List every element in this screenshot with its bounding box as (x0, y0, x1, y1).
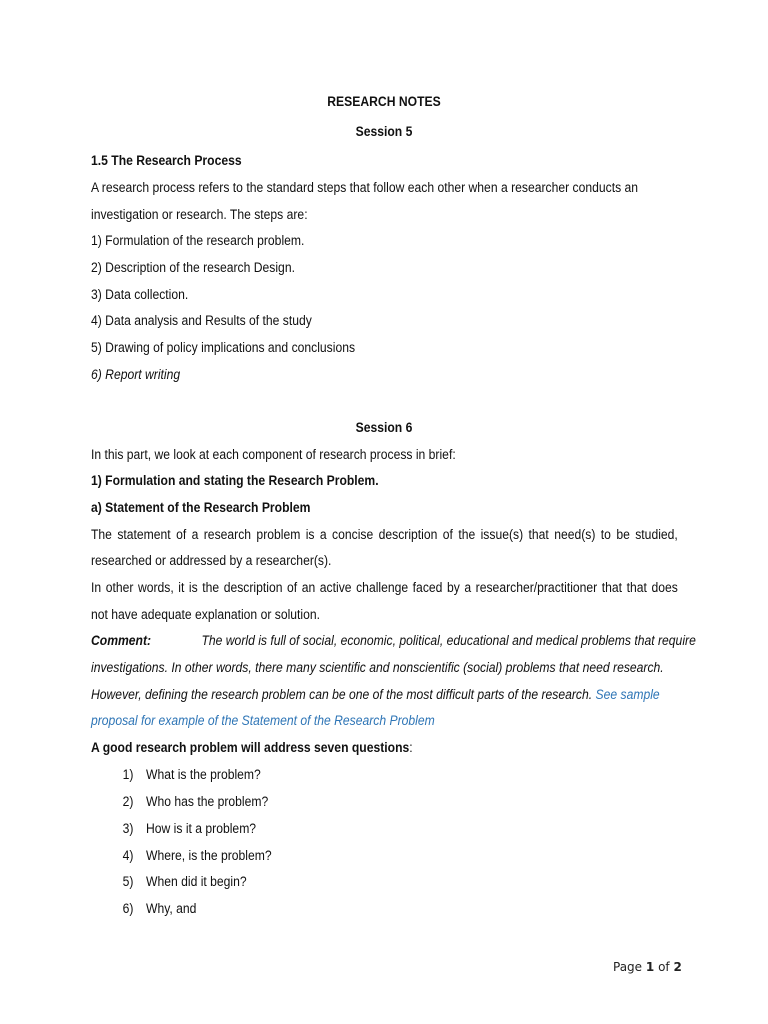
step-item: 3) Data collection. (91, 287, 189, 302)
question-number: 2) (122, 794, 134, 809)
comment-line-2: investigations. In other words, there many scientific and nonscientific (social) problems that need research. (91, 660, 664, 675)
questions-colon: : (409, 740, 413, 755)
session-6-heading: Session 6 (355, 420, 413, 435)
question-text: When did it begin? (146, 874, 247, 889)
comment-text-1: The world is full of social, economic, political, educational and medical problems that require (201, 633, 696, 648)
paragraph-1-line-1: The statement of a research problem is a concise description of the issue(s) that need(s) to be studied, (91, 527, 678, 542)
paragraph-2-line-1: In other words, it is the description of an active challenge faced by a researcher/practitioner that that does (91, 580, 678, 595)
intro-line-1: A research process refers to the standard steps that follow each other when a researcher conducts an (91, 180, 639, 195)
step-item: 4) Data analysis and Results of the study (91, 313, 312, 328)
question-text: Where, is the problem? (146, 848, 272, 863)
question-number: 1) (122, 767, 134, 782)
question-number: 4) (122, 848, 134, 863)
subheading-statement: a) Statement of the Research Problem (91, 500, 311, 515)
subheading-formulation: 1) Formulation and stating the Research Problem. (91, 473, 379, 488)
step-item: 1) Formulation of the research problem. (91, 233, 305, 248)
sample-proposal-link[interactable]: proposal for example of the Statement of the Research Problem (91, 713, 435, 728)
question-item (110, 766, 638, 784)
question-item (110, 900, 638, 918)
sample-proposal-link-start[interactable]: See sample (595, 687, 660, 702)
intro-line-2: investigation or research. The steps are: (91, 207, 308, 222)
comment-text-3: However, defining the research problem can be one of the most difficult parts of the research. (91, 687, 593, 702)
questions-heading: A good research problem will address seven questions (91, 740, 410, 755)
questions-heading-line (91, 739, 619, 757)
document-title: RESEARCH NOTES (327, 94, 441, 109)
comment-label: Comment: (91, 633, 152, 648)
step-item: 2) Description of the research Design. (91, 260, 295, 275)
question-number: 3) (122, 821, 134, 836)
question-item (110, 820, 638, 838)
session-5-heading: Session 5 (355, 124, 413, 139)
question-text: What is the problem? (146, 767, 261, 782)
question-number: 6) (122, 901, 134, 916)
section-title: 1.5 The Research Process (91, 153, 242, 168)
page-of: of (658, 960, 670, 974)
comment-line-1 (91, 632, 696, 650)
page-total: 2 (673, 960, 682, 974)
page-current: 1 (645, 960, 655, 974)
paragraph-1-line-2: researched or addressed by a researcher(s). (91, 553, 332, 568)
step-item: 6) Report writing (91, 367, 181, 382)
step-item: 5) Drawing of policy implications and conclusions (91, 340, 356, 355)
question-text: Why, and (146, 901, 197, 916)
question-item (110, 873, 638, 891)
question-text: Who has the problem? (146, 794, 269, 809)
question-text: How is it a problem? (146, 821, 257, 836)
page-footer (613, 960, 682, 974)
paragraph-2-line-2: not have adequate explanation or solution. (91, 607, 321, 622)
comment-line-3 (91, 686, 660, 704)
session-6-intro: In this part, we look at each component of research process in brief: (91, 447, 456, 462)
question-item (110, 847, 638, 865)
page-label: Page (613, 960, 643, 974)
question-number: 5) (122, 874, 134, 889)
question-item (110, 793, 638, 811)
